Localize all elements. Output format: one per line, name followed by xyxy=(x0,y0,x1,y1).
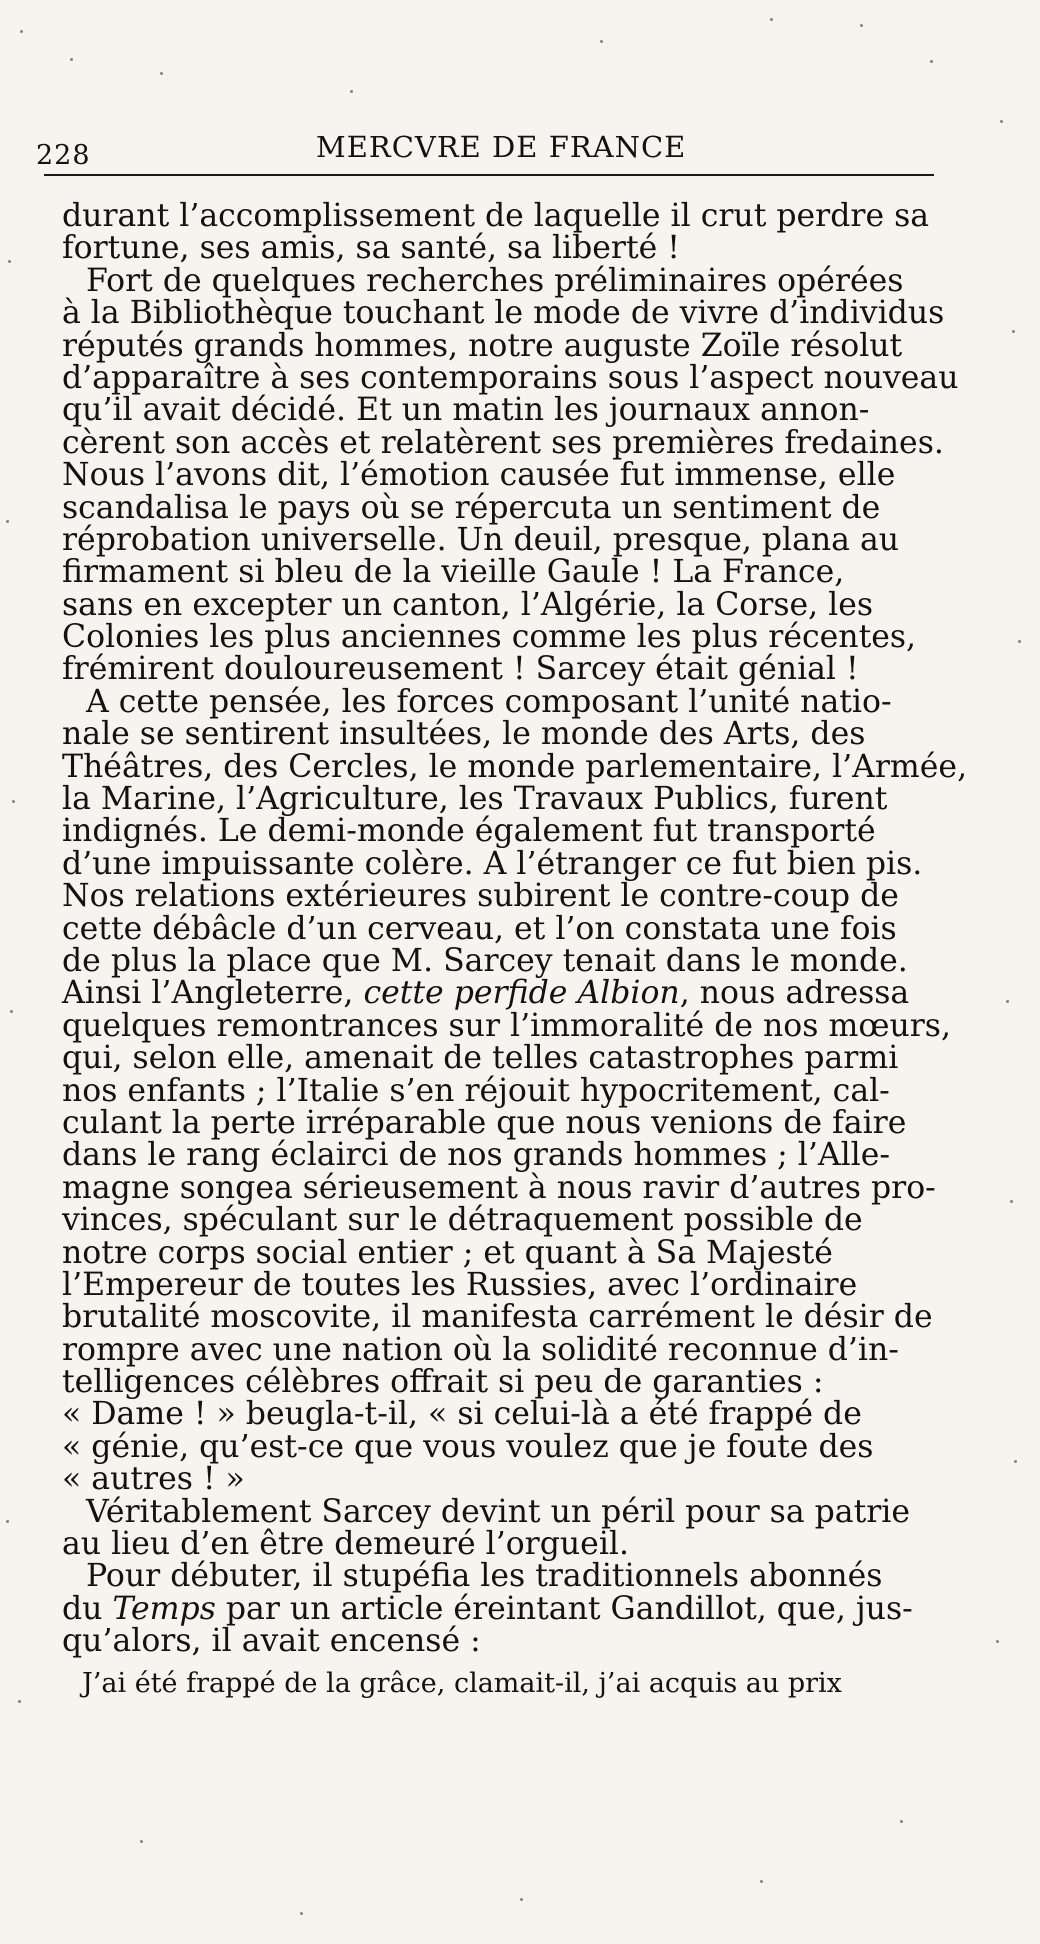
text-line: qui, selon elle, amenait de telles catastrophes parmi xyxy=(62,1040,899,1077)
text-line: brutalité moscovite, il manifesta carrément le désir de xyxy=(62,1299,933,1336)
text-line: rompre avec une nation où la solidité reconnue d’in- xyxy=(62,1331,899,1368)
print-speck xyxy=(760,1880,763,1883)
text-line: au lieu d’en être demeuré l’orgueil. xyxy=(62,1526,629,1563)
quotation-line: J’ai été frappé de la grâce, clamait-il, j’ai acquis au prix xyxy=(82,1667,842,1699)
text-line: qu’alors, il avait encensé : xyxy=(62,1623,481,1660)
print-speck xyxy=(1000,120,1003,123)
text-line: durant l’accomplissement de laquelle il crut perdre sa xyxy=(62,198,930,234)
print-speck xyxy=(1014,1460,1017,1463)
print-speck xyxy=(1006,1000,1009,1003)
print-speck xyxy=(930,60,933,63)
text-line: dans le rang éclairci de nos grands hommes ; l’Alle- xyxy=(62,1137,891,1174)
text-segment: , nous adressa xyxy=(679,975,910,1012)
print-speck xyxy=(160,72,163,75)
text-line xyxy=(62,1590,1002,1627)
text-line: sans en excepter un canton, l’Algérie, la Corse, les xyxy=(62,586,874,623)
print-speck xyxy=(1012,330,1015,333)
text-line: scandalisa le pays où se répercuta un sentiment de xyxy=(62,489,881,526)
text-line: qu’il avait décidé. Et un matin les journaux annon- xyxy=(62,392,870,429)
text-line xyxy=(62,975,1002,1012)
text-line: frémirent douloureusement ! Sarcey était génial ! xyxy=(62,651,859,688)
text-line: « génie, qu’est-ce que vous voulez que je foute des xyxy=(62,1428,874,1465)
text-line: d’une impuissante colère. A l’étranger ce fut bien pis. xyxy=(62,845,923,882)
print-speck xyxy=(8,260,11,263)
text-line: notre corps social entier ; et quant à Sa Majesté xyxy=(62,1234,833,1271)
header-rule xyxy=(44,174,934,176)
text-line: fortune, ses amis, sa santé, sa liberté ! xyxy=(62,230,680,267)
page-number: 228 xyxy=(36,140,91,171)
text-line: magne songea sérieusement à nous ravir d’autres pro- xyxy=(62,1169,936,1206)
text-line: d’apparaître à ses contemporains sous l’aspect nouveau xyxy=(62,359,959,396)
print-speck xyxy=(860,24,863,27)
print-speck xyxy=(140,1840,143,1843)
text-line: de plus la place que M. Sarcey tenait dans le monde. xyxy=(62,942,908,979)
text-line: la Marine, l’Agriculture, les Travaux Publics, furent xyxy=(62,781,888,818)
text-line: « autres ! » xyxy=(62,1461,245,1498)
italic-phrase: Temps xyxy=(112,1590,216,1627)
print-speck xyxy=(10,1010,13,1013)
print-speck xyxy=(12,800,15,803)
text-line: réputés grands hommes, notre auguste Zoïle résolut xyxy=(62,327,903,364)
text-line: indignés. Le demi-monde également fut transporté xyxy=(62,813,876,850)
text-line: Nos relations extérieures subirent le contre-coup de xyxy=(62,878,899,915)
text-line: réprobation universelle. Un deuil, presque, plana au xyxy=(62,521,900,558)
text-line: A cette pensée, les forces composant l’unité natio- xyxy=(86,683,892,720)
text-line: Fort de quelques recherches préliminaires opérées xyxy=(86,262,904,299)
text-line: vinces, spéculant sur le détraquement possible de xyxy=(62,1202,863,1239)
text-line: nale se sentirent insultées, le monde des Arts, des xyxy=(62,716,866,753)
text-line: à la Bibliothèque touchant le mode de vivre d’individus xyxy=(62,295,945,332)
print-speck xyxy=(350,90,353,93)
text-line: Véritablement Sarcey devint un péril pour sa patrie xyxy=(86,1493,910,1530)
text-line: quelques remontrances sur l’immoralité de nos mœurs, xyxy=(62,1007,951,1044)
text-line: « Dame ! » beugla-t-il, « si celui-là a été frappé de xyxy=(62,1396,862,1433)
print-speck xyxy=(20,30,23,33)
body-text xyxy=(62,200,1002,1700)
text-segment: Ainsi l’Angleterre, xyxy=(62,975,364,1012)
print-speck xyxy=(520,1898,523,1901)
print-speck xyxy=(300,1912,303,1915)
text-line: telligences célèbres offrait si peu de garanties : xyxy=(62,1364,824,1401)
text-line xyxy=(62,1558,1002,1595)
italic-phrase: cette perfide Albion xyxy=(363,975,680,1012)
text-line: cèrent son accès et relatèrent ses premières fredaines. xyxy=(62,424,944,461)
text-line: Nous l’avons dit, l’émotion causée fut immense, elle xyxy=(62,457,896,494)
text-line: Colonies les plus anciennes comme les plus récentes, xyxy=(62,619,917,656)
print-speck xyxy=(900,1820,903,1823)
print-speck xyxy=(1010,1200,1013,1203)
text-line: l’Empereur de toutes les Russies, avec l’ordinaire xyxy=(62,1266,858,1303)
print-speck xyxy=(770,18,773,21)
print-speck xyxy=(1018,640,1021,643)
text-line: nos enfants ; l’Italie s’en réjouit hypocritement, cal- xyxy=(62,1072,890,1109)
print-speck xyxy=(6,520,9,523)
text-line: culant la perte irréparable que nous venions de faire xyxy=(62,1104,907,1141)
text-line: cette débâcle d’un cerveau, et l’on constata une fois xyxy=(62,910,897,947)
text-segment: Pour débuter, il stupéfia les traditionnels abonnés xyxy=(86,1558,883,1595)
text-segment: du xyxy=(62,1590,113,1627)
print-speck xyxy=(18,1700,21,1703)
print-speck xyxy=(6,1520,9,1523)
page-header xyxy=(36,128,936,172)
print-speck xyxy=(996,1640,999,1643)
print-speck xyxy=(600,40,603,43)
text-line: firmament si bleu de la vieille Gaule ! La France, xyxy=(62,554,845,591)
text-line: Théâtres, des Cercles, le monde parlementaire, l’Armée, xyxy=(62,748,968,785)
text-segment: par un article éreintant Gandillot, que, jus- xyxy=(215,1590,913,1627)
print-speck xyxy=(70,58,73,61)
running-title: MERCVRE DE FRANCE xyxy=(316,130,687,164)
